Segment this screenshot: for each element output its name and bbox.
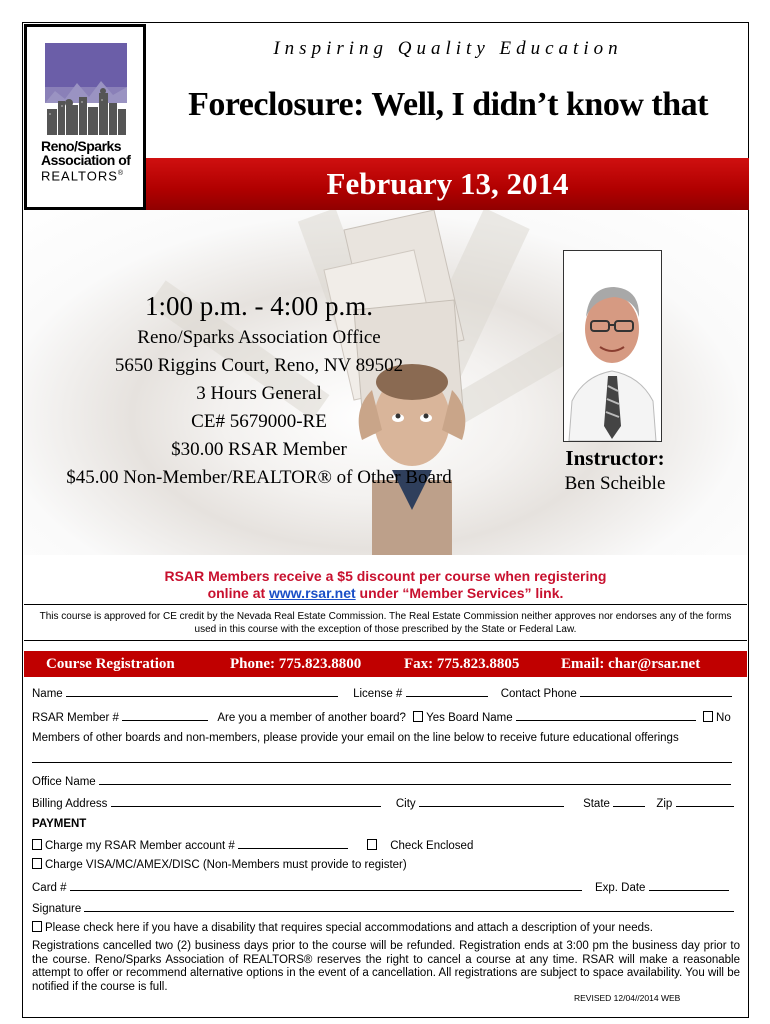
contact-phone-field[interactable]: [580, 686, 732, 697]
rsar-website-link[interactable]: www.rsar.net: [269, 585, 356, 601]
rsar-member-label: RSAR Member #: [32, 712, 119, 724]
other-board-label: Are you a member of another board?: [217, 712, 406, 724]
check-enclosed-checkbox[interactable]: [367, 839, 377, 850]
email-field[interactable]: [32, 752, 732, 763]
charge-rsar-checkbox[interactable]: [32, 839, 42, 850]
members-note: Members of other boards and non-members, please provide your email on the line below to receive future educational offerings: [32, 732, 679, 744]
course-date: February 13, 2014: [146, 158, 749, 210]
event-ce-number: CE# 5679000-RE: [191, 411, 327, 432]
instructor-block: [540, 445, 690, 497]
instructor-photo: [563, 250, 662, 442]
zip-field[interactable]: [676, 796, 734, 807]
event-nonmember-price: $45.00 Non-Member/REALTOR® of Other Board: [66, 467, 452, 488]
form-row-charge-visa: [32, 858, 407, 871]
instructor-portrait: [564, 251, 661, 441]
event-time: 1:00 p.m. - 4:00 p.m.: [145, 291, 373, 321]
logo-line-2: Association of: [41, 152, 131, 168]
yes-board-label: Yes Board Name: [426, 712, 513, 724]
rsar-account-field[interactable]: [238, 838, 348, 849]
rsar-member-field[interactable]: [122, 710, 208, 721]
form-row-office: [32, 774, 731, 788]
logo-line-1: Reno/Sparks: [41, 138, 122, 154]
event-member-price: $30.00 RSAR Member: [171, 439, 347, 460]
registration-title: Course Registration: [46, 656, 175, 672]
ce-approval-note: This course is approved for CE credit by the Nevada Real Estate Commission. The Real Estate Commission neither approves nor endorses any of the forms used in this course with the exception of those prescribed by the State or Federal Law.: [24, 604, 747, 641]
billing-address-label: Billing Address: [32, 798, 108, 810]
payment-heading: PAYMENT: [32, 818, 87, 830]
charge-visa-label: Charge VISA/MC/AMEX/DISC (Non-Members must provide to register): [45, 859, 407, 871]
skyline-logo-art: [45, 43, 127, 139]
form-row-member: [32, 710, 731, 724]
exp-date-label: Exp. Date: [594, 882, 646, 894]
logo-realtors: REALTORS: [41, 168, 118, 184]
billing-address-field[interactable]: [111, 796, 381, 807]
office-name-label: Office Name: [32, 776, 96, 788]
tagline: Inspiring Quality Education: [273, 38, 623, 59]
city-label: City: [395, 798, 416, 810]
registration-header: [24, 651, 747, 677]
form-row-disability: [32, 921, 653, 934]
no-board-checkbox[interactable]: [703, 711, 713, 722]
no-board-label: No: [716, 712, 731, 724]
logo-line-3: [41, 167, 141, 183]
zip-label: Zip: [656, 798, 673, 810]
license-label: License #: [353, 688, 403, 700]
discount-line-2: [24, 585, 747, 602]
discount-post: under “Member Services” link.: [355, 585, 564, 601]
board-name-field[interactable]: [516, 710, 696, 721]
check-enclosed-label: Check Enclosed: [390, 840, 474, 852]
form-row-signature: [32, 901, 734, 915]
disability-label: Please check here if you have a disability that requires special accommodations and attach a description of your needs.: [45, 922, 653, 934]
form-row-email: [32, 752, 732, 766]
name-field[interactable]: [66, 686, 338, 697]
yes-board-checkbox[interactable]: [413, 711, 423, 722]
logo-text: [41, 139, 141, 183]
city-field[interactable]: [419, 796, 564, 807]
event-details: [24, 288, 494, 492]
discount-pre: online at: [207, 585, 270, 601]
course-title: Foreclosure: Well, I didn’t know that: [188, 86, 708, 123]
name-label: Name: [32, 688, 63, 700]
form-row-name: [32, 686, 732, 700]
card-field[interactable]: [70, 880, 582, 891]
charge-visa-checkbox[interactable]: [32, 858, 42, 869]
state-label: State: [583, 798, 610, 810]
cancellation-policy: Registrations cancelled two (2) business days prior to the course will be refunded. Registration ends at 3:00 pm the business day prior to the course. Reno/Sparks Association of REALTORS® reserves the right to cancel a course at any time. RSAR will make a reasonable attempt to offer or recommend alternative options in the event of a cancellation. All registrations are subject to space availability. You will be notified if the course is full.: [32, 940, 740, 993]
instructor-name: Ben Scheible: [564, 473, 666, 494]
form-row-billing: [32, 796, 734, 810]
registration-phone: Phone: 775.823.8800: [230, 656, 362, 672]
discount-line-1: RSAR Members receive a $5 discount per course when registering: [164, 568, 607, 584]
member-discount-note: [24, 568, 747, 602]
disability-checkbox[interactable]: [32, 921, 42, 932]
signature-label: Signature: [32, 903, 82, 915]
event-location: Reno/Sparks Association Office: [137, 327, 381, 348]
charge-rsar-label: Charge my RSAR Member account #: [45, 840, 235, 852]
rsar-logo: [24, 24, 146, 210]
card-label: Card #: [32, 882, 67, 894]
event-hours: 3 Hours General: [196, 383, 322, 404]
form-row-card: [32, 880, 729, 894]
instructor-label: Instructor:: [565, 446, 665, 470]
license-field[interactable]: [406, 686, 488, 697]
office-name-field[interactable]: [99, 774, 731, 785]
revision-note: REVISED 12/04//2014 WEB: [574, 993, 681, 1003]
form-row-charge-rsar: [32, 838, 473, 852]
signature-field[interactable]: [84, 901, 734, 912]
event-address: 5650 Riggins Court, Reno, NV 89502: [114, 355, 404, 376]
state-field[interactable]: [613, 796, 645, 807]
registration-fax: Fax: 775.823.8805: [404, 656, 520, 672]
exp-date-field[interactable]: [649, 880, 729, 891]
registration-email: Email: char@rsar.net: [561, 656, 701, 672]
logo-reg-mark: ®: [117, 170, 125, 177]
contact-phone-label: Contact Phone: [500, 688, 577, 700]
